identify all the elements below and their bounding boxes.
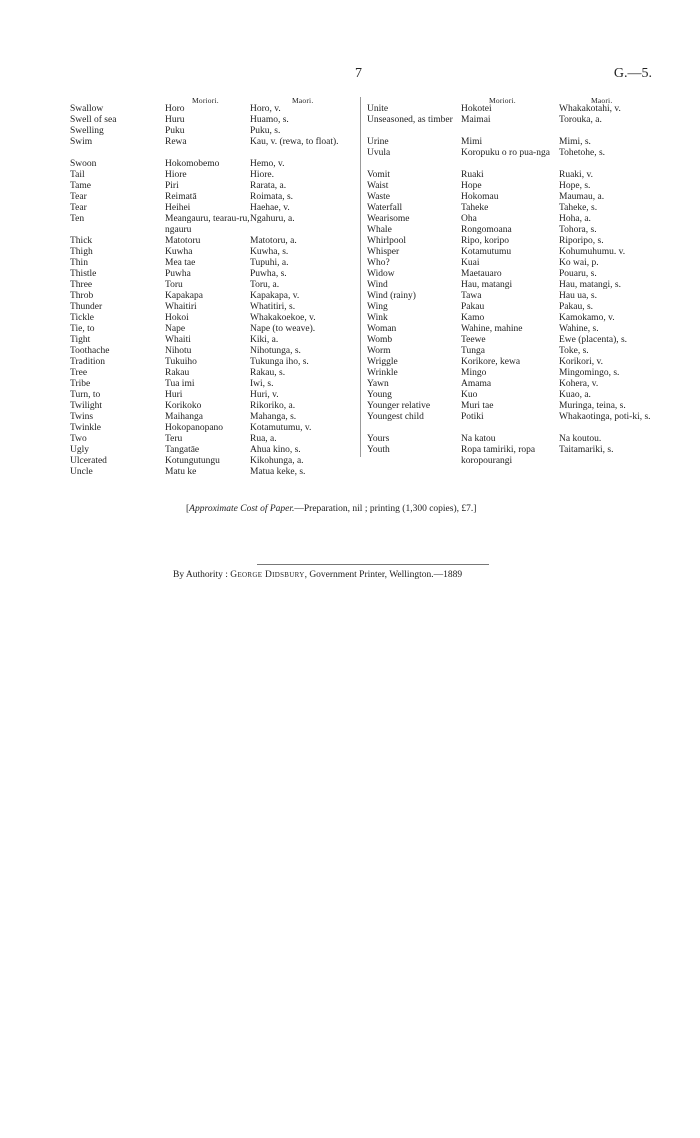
maori-word: Kuao, a. [559,390,591,400]
moriori-word: Na katou [461,434,496,444]
maori-word: Whatitiri, s. [250,302,296,312]
left-maori-heading: Maori. [292,96,314,105]
page-number: 7 [355,66,362,81]
cost-text: —Preparation, nil ; printing (1,300 copies), £7. [294,504,474,514]
english-word: Younger relative [367,401,431,411]
moriori-word: Kapakapa [165,291,203,301]
imprint-prefix: By Authority : [173,570,231,580]
moriori-word: Horo [165,104,185,114]
moriori-word: Puku [165,126,185,136]
maori-word: Riporipo, s. [559,236,604,246]
moriori-word: Hokomau [461,192,499,202]
english-word: Toothache [70,346,110,356]
maori-word: Mimi, s. [559,137,591,147]
moriori-word: Teewe [461,335,486,345]
english-word: Tear [70,192,87,202]
left-moriori-heading: Moriori. [192,96,219,105]
maori-word: Ko wai, p. [559,258,599,268]
maori-word: Ewe (placenta), s. [559,335,628,345]
maori-word: Taitamariki, s. [559,445,614,455]
english-word: Swoon [70,159,97,169]
moriori-word: Tua imi [165,379,195,389]
maori-word: Nape (to weave). [250,324,316,334]
moriori-word: Tawa [461,291,482,301]
english-word: Youth [367,445,390,455]
english-word: Tame [70,181,91,191]
moriori-word: Hokoi [165,313,189,323]
english-word: Tree [70,368,88,378]
english-word: Who? [367,258,390,268]
english-word: Whale [367,225,392,235]
moriori-word: Nape [165,324,186,334]
maori-word: Kikohunga, a. [250,456,304,466]
maori-word: Whakaotinga, poti-ki, s. [559,412,651,422]
english-word: Tight [70,335,91,345]
moriori-word: Mea tae [165,258,196,268]
moriori-word: Kotamutumu [461,247,512,257]
english-word: Tradition [70,357,106,367]
english-word: Yawn [367,379,389,389]
maori-word: Toke, s. [559,346,589,356]
maori-word: Kohumuhumu. v. [559,247,626,257]
moriori-word: Koropuku o ro pua-nga [461,148,550,158]
english-word: Two [70,434,87,444]
moriori-word: Ripo, koripo [461,236,510,246]
maori-word: Hoha, a. [559,214,591,224]
maori-word: Kiki, a. [250,335,279,345]
moriori-word: Mingo [461,368,487,378]
printer-name: George Didsbury [230,570,305,580]
moriori-word: Huru [165,115,185,125]
moriori-word: Amama [461,379,492,389]
english-word: Yours [367,434,390,444]
maori-word: Ahua kino, s. [250,445,301,455]
moriori-word: Hiore [165,170,187,180]
english-word: Vomit [367,170,391,180]
moriori-word: Meangauru, tearau-ru, ngauru [165,214,250,235]
imprint-rule [257,564,489,565]
moriori-word: Hope [461,181,482,191]
imprint-suffix: , Government Printer, Wellington.—1889 [304,570,463,580]
moriori-word: Heihei [165,203,191,213]
moriori-word: Maimai [461,115,491,125]
english-word: Urine [367,137,389,147]
moriori-word: Teru [165,434,183,444]
maori-word: Maumau, a. [559,192,605,202]
english-word: Tickle [70,313,94,323]
maori-word: Tohora, s. [559,225,597,235]
maori-word: Rua, a. [250,434,277,444]
maori-word: Puku, s. [250,126,281,136]
english-word: Unite [367,104,389,114]
english-word: Wriggle [367,357,398,367]
moriori-word: Matu ke [165,467,197,477]
maori-word: Horo, v. [250,104,281,114]
maori-word: Kau, v. (rewa, to float). [250,137,339,147]
moriori-word: Rakau [165,368,190,378]
english-word: Ten [70,214,85,224]
maori-word: Huamo, s. [250,115,289,125]
english-word: Thunder [70,302,103,312]
english-word: Ugly [70,445,89,455]
column-divider [360,97,361,457]
right-moriori-heading: Moriori. [489,96,516,105]
moriori-word: Tukuiho [165,357,197,367]
english-word: Thin [70,258,88,268]
maori-word: Hemo, v. [250,159,285,169]
english-word: Unseasoned, as timber [367,115,453,125]
moriori-word: Matotoru [165,236,201,246]
maori-word: Tohetohe, s. [559,148,606,158]
moriori-word: Rewa [165,137,187,147]
maori-word: Kamokamo, v. [559,313,615,323]
moriori-word: Toru [165,280,183,290]
moriori-word: Kamo [461,313,485,323]
moriori-word: Puwha [165,269,191,279]
english-word: Wind (rainy) [367,291,416,301]
cost-label: Approximate Cost of Paper. [189,504,295,514]
moriori-word: Oha [461,214,477,224]
moriori-word: Mimi [461,137,483,147]
english-word: Throb [70,291,94,301]
maori-word: Matua keke, s. [250,467,306,477]
maori-word: Hope, s. [559,181,591,191]
moriori-word: Tunga [461,346,485,356]
moriori-word: Maetauaro [461,269,502,279]
maori-word: Muringa, teina, s. [559,401,626,411]
maori-word: Korikori, v. [559,357,603,367]
moriori-word: Tangatāe [165,445,200,455]
moriori-word: Ropa tamiriki, ropa koropourangi [461,445,536,466]
maori-word: Ngahuru, a. [250,214,295,224]
maori-word: Tupuhi, a. [250,258,289,268]
document-reference: G.—5. [613,66,652,81]
english-word: Woman [367,324,397,334]
english-word: Youngest child [367,412,424,422]
maori-word: Rakau, s. [250,368,286,378]
english-word: Tribe [70,379,91,389]
english-word: Uncle [70,467,93,477]
english-word: Uvula [367,148,391,158]
english-word: Twins [70,412,94,422]
moriori-word: Maihanga [165,412,203,422]
english-word: Tear [70,203,87,213]
maori-word: Taheke, s. [559,203,598,213]
moriori-word: Kuai [461,258,480,268]
maori-word: Haehae, v. [250,203,290,213]
english-word: Widow [367,269,395,279]
maori-word: Mingomingo, s. [559,368,620,378]
maori-word: Pakau, s. [559,302,594,312]
maori-word: Hiore. [250,170,275,180]
english-word: Wing [367,302,388,312]
english-word: Swim [70,137,93,147]
english-word: Waste [367,192,390,202]
moriori-word: Ruaki [461,170,484,180]
maori-word: Toru, a. [250,280,280,290]
moriori-word: Taheke [461,203,489,213]
moriori-word: Whaiti [165,335,191,345]
maori-word: Hau ua, s. [559,291,597,301]
printer-imprint [173,570,462,580]
moriori-word: Rongomoana [461,225,512,235]
english-word: Twinkle [70,423,101,433]
english-word: Worm [367,346,391,356]
maori-word: Na koutou. [559,434,602,444]
english-word: Three [70,280,93,290]
maori-word: Rikoriko, a. [250,401,296,411]
maori-word: Matotoru, a. [250,236,297,246]
moriori-word: Potiki [461,412,484,422]
moriori-word: Kotungutungu [165,456,220,466]
english-word: Wrinkle [367,368,398,378]
maori-word: Pouaru, s. [559,269,597,279]
maori-word: Iwi, s. [250,379,274,389]
maori-word: Kapakapa, v. [250,291,300,301]
maori-word: Tukunga iho, s. [250,357,309,367]
english-word: Swelling [70,126,104,136]
right-maori-heading: Maori. [591,96,613,105]
moriori-word: Kuwha [165,247,193,257]
moriori-word: Piri [165,181,179,191]
moriori-word: Korikoko [165,401,202,411]
moriori-word: Pakau [461,302,485,312]
english-word: Whisper [367,247,400,257]
maori-word: Kohera, v. [559,379,599,389]
moriori-word: Nihotu [165,346,192,356]
maori-word: Nihotunga, s. [250,346,301,356]
maori-word: Hau, matangi, s. [559,280,622,290]
moriori-word: Wahine, mahine [461,324,523,334]
maori-word: Kotamutumu, v. [250,423,312,433]
maori-word: Rarata, a. [250,181,287,191]
maori-word: Roimata, s. [250,192,294,202]
maori-word: Wahine, s. [559,324,599,334]
moriori-word: Hokotei [461,104,492,114]
english-word: Womb [367,335,393,345]
english-word: Waterfall [367,203,403,213]
english-word: Wearisome [367,214,410,224]
english-word: Waist [367,181,389,191]
moriori-word: Huri [165,390,183,400]
english-word: Whirlpool [367,236,407,246]
english-word: Thigh [70,247,93,257]
moriori-word: Hokopanopano [165,423,224,433]
moriori-word: Whaitiri [165,302,197,312]
english-word: Thick [70,236,93,246]
moriori-word: Muri tae [461,401,494,411]
moriori-word: Hau, matangi [461,280,513,290]
maori-word: Puwha, s. [250,269,287,279]
maori-word: Mahanga, s. [250,412,297,422]
english-word: Twilight [70,401,103,411]
english-word: Tie, to [70,324,95,334]
english-word: Young [367,390,392,400]
maori-word: Kuwha, s. [250,247,289,257]
english-word: Ulcerated [70,456,107,466]
moriori-word: Reimatā [165,192,197,202]
printing-cost-note: [Approximate Cost of Paper.—Preparation, nil ; printing (1,300 copies), £7.] [186,504,477,514]
english-word: Tail [70,170,85,180]
maori-word: Ruaki, v. [559,170,593,180]
moriori-word: Kuo [461,390,478,400]
english-word: Thistle [70,269,97,279]
english-word: Wink [367,313,388,323]
english-word: Turn, to [70,390,101,400]
english-word: Swallow [70,104,104,114]
moriori-word: Korikore, kewa [461,357,521,367]
maori-word: Whakakoekoe, v. [250,313,316,323]
maori-word: Huri, v. [250,390,279,400]
moriori-word: Hokomobemo [165,159,220,169]
english-word: Swell of sea [70,115,117,125]
maori-word: Torouka, a. [559,115,602,125]
maori-word: Whakakotahi, v. [559,104,621,114]
english-word: Wind [367,280,388,290]
